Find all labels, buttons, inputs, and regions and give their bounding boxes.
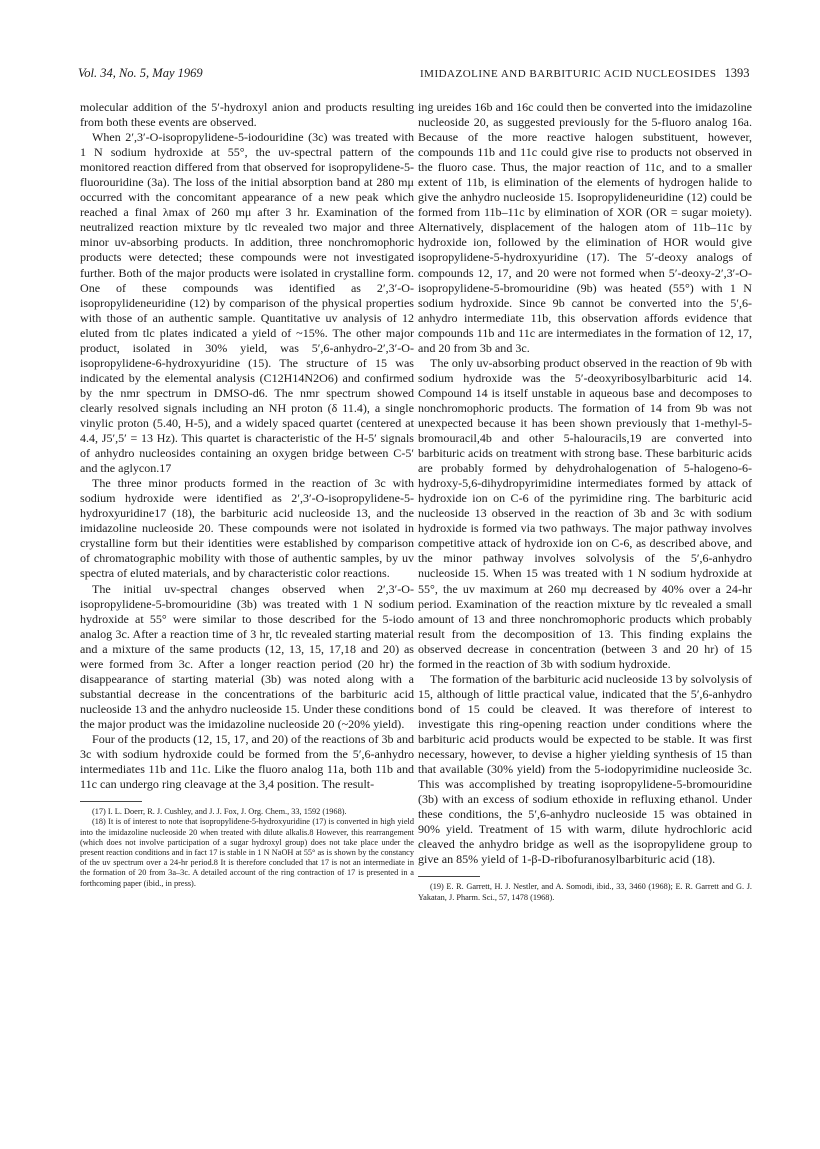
- footnote-divider: [80, 801, 142, 802]
- right-column: [418, 100, 752, 903]
- page-number: 1393: [724, 66, 750, 80]
- footnote: (19) E. R. Garrett, H. J. Nestler, and A. Somodi, ibid., 33, 3460 (1968); E. R. Garrett and G. J. Yakatan, J. Pharm. Sci., 57, 1478 (1968).: [418, 882, 752, 902]
- running-title-text: IMIDAZOLINE AND BARBITURIC ACID NUCLEOSIDES: [420, 68, 717, 80]
- paragraph: The initial uv-spectral changes observed when 2′,3′-O-isopropylidene-5-bromouridine (3b) was treated with 1 N sodium hydroxide at 55° were similar to those described for the 5-iodo analog 3c. After a reaction time of 3 hr, tlc revealed starting material and a mixture of the same products (12, 13, 15, 17,18 and 20) as were formed from 3c. After a longer reaction period (20 hr) the disappearance of starting material (3b) was noted along with a substantial decrease in the concentrations of the barbituric acid nucleoside 13 and the anhydro nucleoside 15. Under these conditions the major product was the imidazoline nucleoside 20 (~20% yield).: [80, 581, 414, 731]
- paragraph: When 2′,3′-O-isopropylidene-5-iodouridine (3c) was treated with 1 N sodium hydroxide at 55°, the uv-spectral pattern of the monitored reaction differed from that observed for isopropylidene-5-fluorouridine (3a). The loss of the initial absorption band at 280 mμ occurred with the concomitant appearance of a new peak which reached a final λmax of 260 mμ after 3 hr. Examination of the neutralized reaction mixture by tlc revealed two major and three minor uv-absorbing products. In addition, three nonchromophoric products were detected; these compounds were not investigated further. Both of the major products were isolated in crystalline form. One of these compounds was identified as 2′,3′-O-isopropylideneuridine (12) by comparison of the physical properties with those of an authentic sample. Quantitative uv analysis of 12 eluted from tlc plates indicated a yield of ~15%. The other major product, isolated in 30% yield, was 5′,6-anhydro-2′,3′-O-isopropylidene-6-hydroxyuridine (15). The structure of 15 was indicated by the elemental analysis (C12H14N2O6) and confirmed by the nmr spectrum in DMSO-d6. The nmr spectrum showed clearly resolved signals including an NH proton (δ 11.4), a single vinylic proton (5.40, H-5), and a widely spaced quartet (centered at 4.4, J5′,5′ = 13 Hz). This quartet is characteristic of the H-5′ signals of anhydro nucleosides containing an oxygen bridge between C-5′ and the aglycon.17: [80, 130, 414, 476]
- paragraph: The formation of the barbituric acid nucleoside 13 by solvolysis of 15, although of little practical value, indicated that the 5′,6-anhydro bond of 15 could be cleaved. It was therefore of interest to investigate this ring-opening reaction under conditions where the barbituric acid products would be expected to be stable. It was first necessary, however, to devise a higher yielding synthesis of 15 than that available (30% yield) from the 5-iodopyrimidine nucleoside 3c. This was accomplished by treating isopropylidene-5-bromouridine (3b) with an excess of sodium ethoxide in refluxing ethanol. Under these conditions, the 5′,6-anhydro nucleoside 15 was obtained in 90% yield. Treatment of 15 with warm, dilute hydrochloric acid cleaved the anhydro bridge as well as the isopropylidene group to give an 85% yield of 1-β-D-ribofuranosylbarbituric acid (18).: [418, 671, 752, 867]
- left-column: [80, 100, 414, 889]
- footnote-divider: [418, 876, 480, 877]
- paragraph: The three minor products formed in the reaction of 3c with sodium hydroxide were identified as 2′,3′-O-isopropylidene-5-hydroxyuridine17 (18), the barbituric acid nucleoside 13, and the imidazoline nucleoside 20. These compounds were not isolated in crystalline form but their identities were established by comparison of chromatographic mobility with those of authentic samples, by uv spectra of eluted materials, and by characteristic color reactions.: [80, 476, 414, 581]
- footnote: (18) It is of interest to note that isopropylidene-5-hydroxyuridine (17) is converted in high yield into the imidazoline nucleoside 20 when treated with dilute alkalis.8 However, this rearrangement (which does not involve participation of a sugar hydroxyl group) does not take place under the present reaction conditions and in fact 17 is stable in 1 N NaOH at 55° as is shown by the constancy of the uv spectrum over a 24-hr period.8 It is therefore concluded that 17 is not an intermediate in the formation of 20 from 3a–3c. A detailed account of the ring contraction of 17 is presented in a forthcoming paper (ibid., in press).: [80, 817, 414, 888]
- paragraph: Four of the products (12, 15, 17, and 20) of the reactions of 3b and 3c with sodium hydroxide could be formed from the 5′,6-anhydro intermediates 11b and 11c. Like the fluoro analog 11a, both 11b and 11c can undergo ring cleavage at the 3,4 position. The result-: [80, 731, 414, 792]
- paragraph: molecular addition of the 5′-hydroxyl anion and products resulting from both these events are observed.: [80, 100, 414, 130]
- paragraph: ing ureides 16b and 16c could then be converted into the imidazoline nucleoside 20, as suggested previously for the 5-fluoro analog 16a. Because of the more reactive halogen substituent, however, compounds 11b and 11c could give rise to products not observed in the fluoro case. Thus, the major reaction of 11c, and to a smaller extent of 11b, is elimination of the elements of hydrogen halide to give the anhydro nucleoside 15. Isopropylideneuridine (12) could be formed from 11b–11c by elimination of XOR (OR = sugar moiety). Alternatively, displacement of the halogen atom of 11b–11c by hydroxide ion, followed by the elimination of HOR would give isopropylidene-5-hydroxyuridine (17). The 5′-deoxy analogs of compounds 12, 17, and 20 were not formed when 5′-deoxy-2′,3′-O-isopropylidene-5-bromouridine (9b) was heated (55°) with 1 N sodium hydroxide. Since 9b cannot be converted into the 5′,6-anhydro intermediate 11b, this observation affords evidence that compounds 11b and 11c are intermediates in the formation of 12, 17, and 20 from 3b and 3c.: [418, 100, 752, 355]
- journal-citation: Vol. 34, No. 5, May 1969: [78, 66, 203, 80]
- running-title: [420, 66, 750, 81]
- footnote: (17) I. L. Doerr, R. J. Cushley, and J. J. Fox, J. Org. Chem., 33, 1592 (1968).: [92, 807, 347, 817]
- paragraph: The only uv-absorbing product observed in the reaction of 9b with sodium hydroxide was the 5′-deoxyribosylbarbituric acid 14. Compound 14 is itself unstable in aqueous base and decomposes to nonchromophoric products. The formation of 14 from 9b was not unexpected because it has been shown previously that 1-methyl-5-bromouracil,4b and other 5-halouracils,19 are converted into barbituric acids on treatment with strong base. These barbituric acids are probably formed by dehydrohalogenation of 5-halogeno-6-hydroxy-5,6-dihydropyrimidine intermediates formed by attack of hydroxide ion on C-6 of the pyrimidine ring. The barbituric acid nucleoside 13 observed in the reaction of 3b and 3c with sodium hydroxide is formed via two pathways. The major pathway involves competitive attack of hydroxide ion on C-6, as described above, and the minor pathway involves solvolysis of the 5′,6-anhydro nucleoside 15. When 15 was treated with 1 N sodium hydroxide at 55°, the uv maximum at 260 mμ decreased by 40% over a 24-hr period. Examination of the reaction mixture by tlc revealed a small amount of 13 and three nonchromophoric products which probably result from the decomposition of 13. This finding explains the observed decrease in concentration (between 3 and 20 hr) of 15 formed in the reaction of 3b with sodium hydroxide.: [418, 355, 752, 671]
